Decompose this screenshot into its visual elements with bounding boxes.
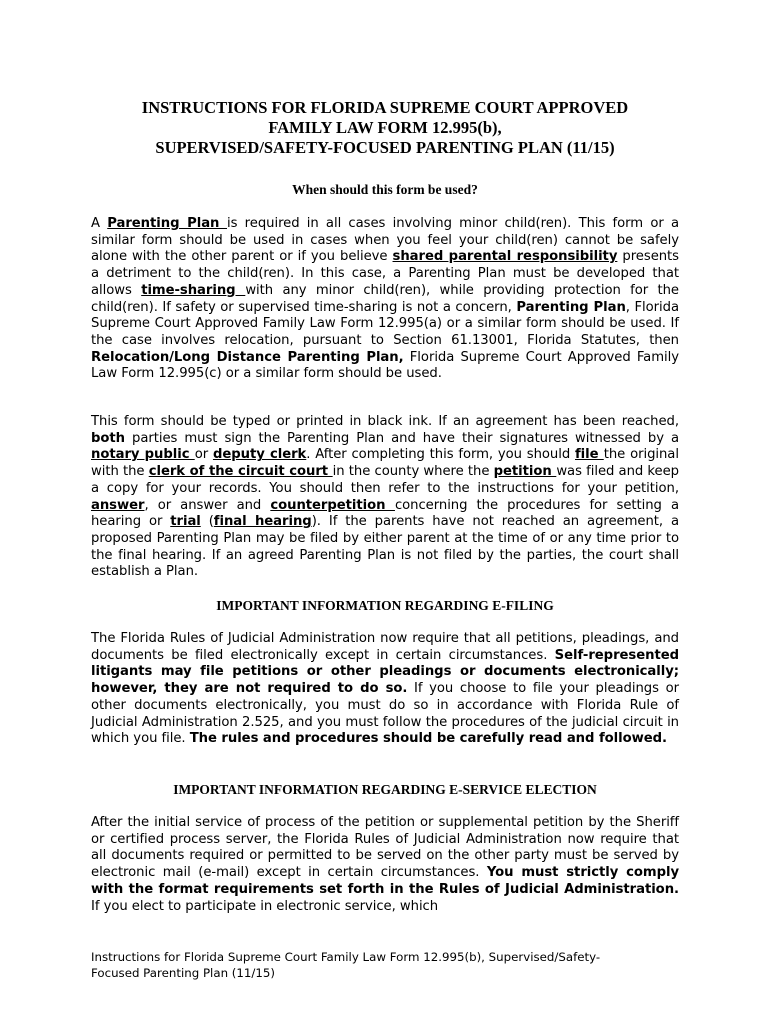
term-file: file (575, 447, 604, 463)
section-heading-when-used: When should this form be used? (292, 182, 478, 197)
document-title (60, 98, 710, 158)
term-counterpetition: counterpetition (270, 497, 395, 513)
term-petition: petition (493, 464, 557, 480)
term-parenting-plan: Parenting Plan (107, 216, 228, 231)
paragraph-e-service: After the initial service of process of the petition or supplemental petition by the Sheriff or certified process server, the Florida Rules of Judicial Administration now require that all documents required or permitted to be served on the other party must be served by electronic mail (e-mail) except in certain circumstances. You must strictly comply with the format requirements set forth in the Rules of Judicial Administration. If you elect to participate in electronic service, which (91, 815, 679, 914)
bold-both: both (91, 430, 125, 446)
bold-rules-procedures: The rules and procedures should be carefully read and followed. (189, 731, 667, 747)
footer-line-1: Instructions for Florida Supreme Court Family Law Form 12.995(b), Supervised/Safety- (91, 950, 601, 964)
term-trial: trial (170, 514, 201, 530)
term-deputy-clerk: deputy clerk (212, 447, 307, 463)
bold-self-represented: Self-represented litigants may file petitions or other pleadings or documents electronically; however, they are not required to do so. (91, 647, 679, 697)
title-line-2: FAMILY LAW FORM 12.995(b), (268, 118, 502, 137)
term-shared-parental-responsibility: shared parental responsibility (392, 249, 618, 265)
term-answer: answer (91, 497, 145, 513)
paragraph-when-used: A Parenting Plan is required in all cases involving minor child(ren). This form or a similar form should be used in cases when you feel your child(ren) cannot be safely alone with the other parent or if you believe shared parental responsibility presents a detriment to the child(ren). In this case, a Parenting Plan must be developed that allows time-sharing with any minor child(ren), while providing protection for the child(ren). If safety or supervised time-sharing is not a concern, Parenting Plan, Florida Supreme Court Approved Family Law Form 12.995(a) or a similar form should be used. If the case involves relocation, pursuant to Section 61.13001, Florida Statutes, then Relocation/Long Distance Parenting Plan, Florida Supreme Court Approved Family Law Form 12.995(c) or a similar form should be used. (91, 216, 680, 382)
title-line-1: INSTRUCTIONS FOR FLORIDA SUPREME COURT APPROVED (141, 98, 629, 117)
title-line-3: SUPERVISED/SAFETY-FOCUSED PARENTING PLAN (11/15) (155, 138, 615, 157)
paragraph-e-filing: The Florida Rules of Judicial Administration now require that all petitions, pleadings, and documents be filed electronically except in certain circumstances. Self-represented litigants may file petitions or other pleadings or documents electronically; however, they are not required to do so. If you choose to file your pleadings or other documents electronically, you must do so in accordance with Florida Rule of Judicial Administration 2.525, and you must follow the procedures of the judicial circuit in which you file. The rules and procedures should be carefully read and followed. (91, 631, 679, 747)
term-time-sharing: time-sharing (141, 282, 246, 298)
paragraph-filing-instructions: This form should be typed or printed in black ink. If an agreement has been reached, both parties must sign the Parenting Plan and have their signatures witnessed by a notary public or deputy clerk. After completing this form, you should file the original with the clerk of the circuit court in the county where the petition was filed and keep a copy for your records. You should then refer to the instructions for your petition, answer, or answer and counterpetition concerning the procedures for setting a hearing or trial (final hearing). If the parents have not reached an agreement, a proposed Parenting Plan may be filed by either parent at the time of or any time prior to the final hearing. If an agreed Parenting Plan is not filed by the parties, the court shall establish a Plan. (91, 414, 679, 580)
bold-parenting-plan: Parenting Plan (516, 299, 626, 315)
term-notary-public: notary public (91, 447, 195, 463)
section-heading-e-service: IMPORTANT INFORMATION REGARDING E-SERVICE ELECTION (173, 782, 597, 797)
page-footer (91, 949, 679, 981)
section-heading-e-filing: IMPORTANT INFORMATION REGARDING E-FILING (216, 598, 554, 613)
term-final-hearing: final hearing (213, 514, 312, 530)
bold-strictly-comply: You must strictly comply with the format requirements set forth in the Rules of Judicial Administration. (91, 865, 679, 897)
term-clerk-of-circuit-court: clerk of the circuit court (148, 464, 333, 480)
footer-line-2: Focused Parenting Plan (11/15) (91, 966, 275, 980)
bold-relocation-plan: Relocation/Long Distance Parenting Plan, (91, 349, 404, 365)
